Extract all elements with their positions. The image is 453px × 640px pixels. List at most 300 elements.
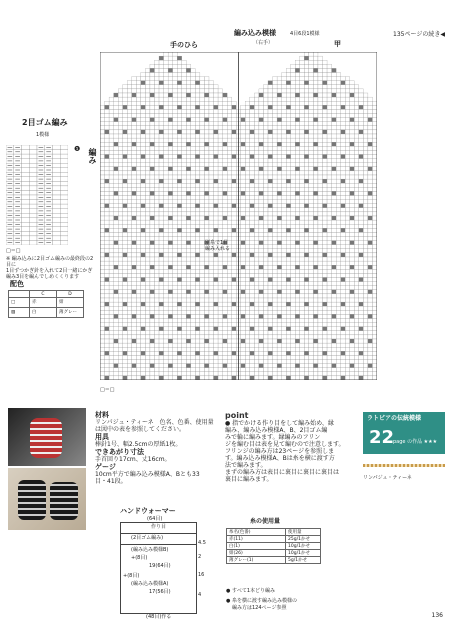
chart-cell [359,232,364,236]
chart-cell [200,175,205,179]
chart-cell [318,134,323,138]
chart-cell [223,265,228,269]
chart-cell [304,167,309,171]
chart-cell [336,118,341,122]
chart-cell [273,331,278,335]
chart-cell [209,253,214,257]
chart-cell [341,208,346,212]
diagram-top-count: (64目) [147,516,163,522]
chart-cell [304,310,309,314]
chart-cell [105,368,110,372]
chart-cell [177,105,182,109]
chart-cell [291,372,296,376]
chart-cell [164,282,169,286]
chart-cell [286,155,291,159]
chart-cell [118,105,123,109]
chart-cell [291,105,296,109]
yarn-cell: 10g/1かせ [286,543,321,550]
chart-cell [350,163,355,167]
chart-cell [241,138,246,142]
chart-cell [372,245,377,249]
chart-cell [295,282,300,286]
chart-cell [114,372,119,376]
chart-cell [363,360,368,364]
chart-cell [109,294,114,298]
chart-cell [154,257,159,261]
chart-cell [150,146,155,150]
chart-cell [323,228,328,232]
chart-cell [300,77,305,81]
chart-cell [127,343,132,347]
rib-cell [29,240,37,245]
chart-cell [114,97,119,101]
chart-cell [282,294,287,298]
chart-cell [127,183,132,187]
chart-cell [286,93,291,97]
chart-cell [127,114,132,118]
rib-cell [60,227,68,232]
chart-cell [173,364,178,368]
chart-cell [164,73,169,77]
chart-cell [295,122,300,126]
size-heading: できあがり寸法 [95,448,144,456]
chart-cell [209,335,214,339]
chart-cell [114,314,119,318]
chart-cell [182,351,187,355]
chart-cell [282,282,287,286]
chart-cell [250,220,255,224]
chart-cell [204,331,209,335]
chart-cell [268,335,273,339]
chart-cell [273,155,278,159]
chart-cell [282,150,287,154]
chart-cell [105,331,110,335]
chart-cell [145,273,150,277]
chart-cell [241,130,246,134]
chart-cell [159,298,164,302]
chart-cell [127,187,132,191]
chart-cell [191,216,196,220]
chart-cell [204,159,209,163]
chart-cell [318,372,323,376]
chart-cell [245,253,250,257]
chart-cell [168,278,173,282]
chart-cell [336,85,341,89]
chart-cell [164,155,169,159]
chart-cell [132,167,137,171]
chart-cell [332,368,337,372]
chart-cell [323,81,328,85]
chart-cell [304,73,309,77]
chart-cell [227,220,232,224]
chart-cell [168,183,173,187]
chart-cell [159,347,164,351]
chart-cell [105,298,110,302]
chart-cell [100,167,105,171]
chart-cell [204,155,209,159]
chart-cell [250,265,255,269]
chart-cell [154,327,159,331]
chart-cell [241,355,246,359]
chart-cell [145,376,150,380]
chart-cell [345,179,350,183]
chart-cell [191,269,196,273]
chart-cell [295,253,300,257]
chart-cell [232,294,237,298]
chart-cell [227,310,232,314]
chart-cell [186,323,191,327]
chart-cell [300,155,305,159]
chart-cell [277,146,282,150]
chart-cell [182,368,187,372]
chart-cell [336,331,341,335]
chart-cell [177,282,182,286]
chart-cell [318,237,323,241]
chart-cell [150,155,155,159]
chart-cell [332,372,337,376]
chart-cell [300,220,305,224]
chart-cell [350,302,355,306]
chart-cell [304,306,309,310]
chart-cell [295,257,300,261]
chart-cell [204,314,209,318]
chart-cell [313,200,318,204]
chart-cell [295,200,300,204]
chart-cell [123,314,128,318]
chart-cell [114,93,119,97]
chart-cell [109,368,114,372]
chart-cell [191,101,196,105]
chart-cell [232,212,237,216]
chart-cell [127,314,132,318]
chart-cell [259,204,264,208]
chart-cell [286,294,291,298]
chart-cell [345,237,350,241]
chart-cell [150,130,155,134]
chart-cell [182,204,187,208]
chart-cell [323,360,328,364]
chart-cell [182,212,187,216]
chart-cell [209,278,214,282]
chart-cell [368,101,373,105]
chart-cell [141,126,146,130]
hand-warmer-diagram [120,516,197,614]
chart-cell [114,142,119,146]
chart-cell [277,294,282,298]
chart-cell [254,155,259,159]
chart-cell [114,130,119,134]
chart-cell [195,73,200,77]
chart-cell [164,114,169,118]
chart-cell [250,183,255,187]
chart-cell [227,200,232,204]
chart-cell [241,146,246,150]
chart-cell [250,155,255,159]
chart-cell [127,146,132,150]
chart-cell [145,269,150,273]
chart-cell [182,298,187,302]
chart-cell [114,290,119,294]
chart-cell [341,306,346,310]
chart-cell [141,347,146,351]
chart-cell [327,290,332,294]
chart-cell [118,200,123,204]
chart-cell [164,179,169,183]
chart-cell [300,142,305,146]
chart-cell [105,200,110,204]
chart-cell [286,200,291,204]
chart-cell [250,245,255,249]
chart-cell [118,314,123,318]
chart-cell [259,130,264,134]
chart-cell [232,232,237,236]
chart-cell [241,126,246,130]
chart-cell [186,220,191,224]
chart-cell [313,286,318,290]
chart-cell [245,101,250,105]
chart-cell [341,212,346,216]
rib-cell [29,172,37,177]
chart-cell [277,220,282,224]
chart-cell [313,191,318,195]
chart-cell [354,261,359,265]
chart-cell [259,245,264,249]
chart-cell [300,175,305,179]
chart-cell [354,265,359,269]
chart-cell [341,200,346,204]
chart-cell [209,81,214,85]
chart-cell [132,269,137,273]
chart-cell [245,196,250,200]
chart-cell [154,204,159,208]
chart-cell [273,306,278,310]
chart-cell [295,191,300,195]
chart-cell [277,93,282,97]
rib-cell [60,209,68,214]
chart-cell [318,343,323,347]
chart-cell [273,212,278,216]
chart-cell [136,249,141,253]
chart-cell [132,298,137,302]
chart-cell [323,93,328,97]
chart-cell [245,237,250,241]
chart-cell [295,306,300,310]
chart-cell [309,200,314,204]
chart-cell [273,261,278,265]
chart-cell [350,327,355,331]
chart-cell [132,237,137,241]
chart-cell [150,265,155,269]
chart-cell [173,159,178,163]
chart-cell [191,323,196,327]
chart-cell [218,327,223,331]
chart-cell [259,109,264,113]
chart-cell [304,253,309,257]
chart-cell [105,265,110,269]
chart-cell [173,101,178,105]
chart-cell [363,232,368,236]
chart-cell [332,150,337,154]
chart-cell [245,200,250,204]
badge-yarn: リンパジュ・ティーネ [363,475,412,481]
chart-cell [209,191,214,195]
chart-cell [154,241,159,245]
chart-cell [254,302,259,306]
chart-cell [227,155,232,159]
chart-cell [263,228,268,232]
chart-cell [118,89,123,93]
chart-cell [145,200,150,204]
chart-cell [173,372,178,376]
chart-cell [145,167,150,171]
chart-cell [204,212,209,216]
chart-cell [118,327,123,331]
chart-cell [259,163,264,167]
chart-cell [286,351,291,355]
chart-cell [291,290,296,294]
chart-cell [195,200,200,204]
chart-cell [105,314,110,318]
chart-cell [318,278,323,282]
chart-cell [263,146,268,150]
chart-cell [295,77,300,81]
chart-cell [345,183,350,187]
chart-cell [218,93,223,97]
chart-cell [363,278,368,282]
chart-cell [368,327,373,331]
chart-cell [277,138,282,142]
chart-cell [368,179,373,183]
chart-cell [204,220,209,224]
chart-cell [368,175,373,179]
chart-cell [295,208,300,212]
chart-cell [227,319,232,323]
chart-cell [368,290,373,294]
chart-cell [268,319,273,323]
chart-cell [368,118,373,122]
chart-cell [164,298,169,302]
chart-cell [114,331,119,335]
legend-head-d: D [57,291,84,298]
chart-cell [132,290,137,294]
chart-cell [232,228,237,232]
chart-cell [309,265,314,269]
chart-cell [168,257,173,261]
chart-cell [304,179,309,183]
chart-cell [141,368,146,372]
chart-cell [345,163,350,167]
chart-cell [150,237,155,241]
chart-cell [350,175,355,179]
chart-cell [291,355,296,359]
chart-cell [132,368,137,372]
chart-cell [309,150,314,154]
chart-cell [214,114,219,118]
chart-cell [223,204,228,208]
chart-cell [341,290,346,294]
chart-cell [218,286,223,290]
chart-cell [150,138,155,142]
chart-cell [332,212,337,216]
chart-cell [300,253,305,257]
chart-cell [259,224,264,228]
chart-cell [332,286,337,290]
chart-cell [304,339,309,343]
chart-cell [359,175,364,179]
chart-cell [323,241,328,245]
chart-cell [150,200,155,204]
chart-cell [309,241,314,245]
chart-cell [164,253,169,257]
chart-cell [100,302,105,306]
chart-cell [109,105,114,109]
chart-cell [182,64,187,68]
chart-cell [109,323,114,327]
chart-cell [195,331,200,335]
chart-cell [154,298,159,302]
chart-cell [268,142,273,146]
chart-cell [214,167,219,171]
chart-cell [227,273,232,277]
chart-cell [227,171,232,175]
chart-cell [114,212,119,216]
chart-cell [241,171,246,175]
chart-cell [168,138,173,142]
chart-cell [241,179,246,183]
rib-cell [60,213,68,218]
chart-cell [127,265,132,269]
chart-cell [204,290,209,294]
chart-cell [136,163,141,167]
chart-cell [127,196,132,200]
chart-cell [159,331,164,335]
chart-cell [245,273,250,277]
chart-cell [372,212,377,216]
chart-cell [150,163,155,167]
chart-cell [277,101,282,105]
chart-cell [100,351,105,355]
chart-cell [195,191,200,195]
chart-cell [332,302,337,306]
chart-cell [209,314,214,318]
chart-cell [273,159,278,163]
chart-cell [195,310,200,314]
chart-cell [250,204,255,208]
chart-cell [195,278,200,282]
chart-cell [300,216,305,220]
chart-cell [173,52,178,56]
chart-cell [177,327,182,331]
chart-cell [350,269,355,273]
chart-cell [259,89,264,93]
chart-cell [318,114,323,118]
chart-cell [182,167,187,171]
chart-cell [309,155,314,159]
chart-cell [127,323,132,327]
chart-cell [372,138,377,142]
chart-cell [168,114,173,118]
chart-cell [286,269,291,273]
chart-cell [268,343,273,347]
chart-cell [277,187,282,191]
chart-cell [173,331,178,335]
chart-cell [109,339,114,343]
chart-cell [318,360,323,364]
chart-cell [354,314,359,318]
chart-cell [309,196,314,200]
chart-cell [323,368,328,372]
chart-cell [341,261,346,265]
